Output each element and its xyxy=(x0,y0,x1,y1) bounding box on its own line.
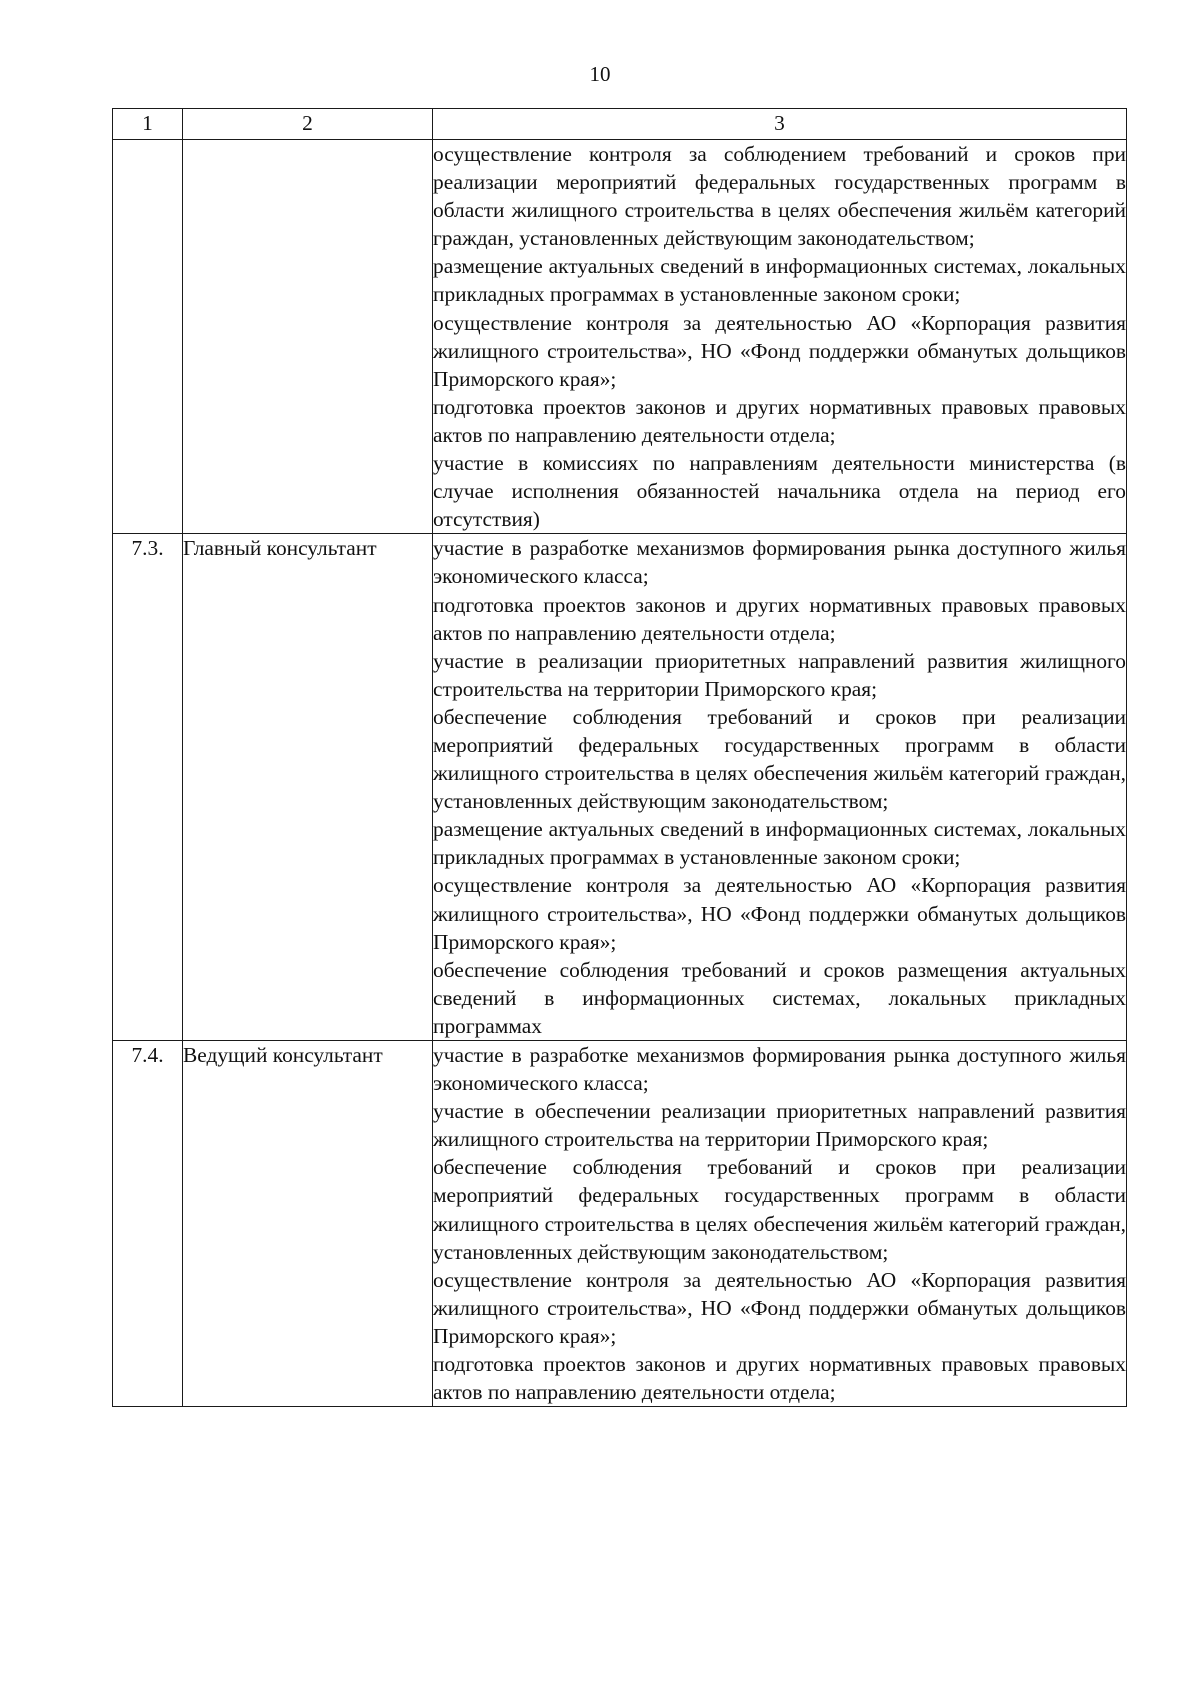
duty-item: осуществление контроля за деятельностью АО «Корпорация развития жилищного строительства», НО «Фонд поддержки обманутых дольщиков Приморского края»; xyxy=(433,873,1126,954)
duty-item: обеспечение соблюдения требований и сроков размещения актуальных сведений в информационных системах, локальных прикладных программах xyxy=(433,957,1126,1038)
position-title: Ведущий консультант xyxy=(183,1041,433,1407)
duty-item: участие в реализации приоритетных направлений развития жилищного строительства на территории Приморского края; xyxy=(433,648,1126,701)
duty-item: осуществление контроля за деятельностью АО «Корпорация развития жилищного строительства», НО «Фонд поддержки обманутых дольщиков Приморского края»; xyxy=(433,310,1126,391)
duty-item: участие в обеспечении реализации приоритетных направлений развития жилищного строительства на территории Приморского края; xyxy=(433,1099,1126,1152)
table-row xyxy=(113,534,1127,1041)
row-number: 7.4. xyxy=(113,1041,183,1407)
duty-item: обеспечение соблюдения требований и сроков при реализации мероприятий федеральных государственных программ в области жилищного строительства в целях обеспечения жильём категорий граждан, установленных действующим законодательством; xyxy=(433,1155,1126,1264)
duties-cell xyxy=(433,1041,1127,1407)
table-header-row xyxy=(113,109,1127,140)
column-header-1: 1 xyxy=(113,109,183,140)
duty-item: участие в разработке механизмов формирования рынка доступного жилья экономического класса; xyxy=(433,536,1126,589)
row-number: 7.3. xyxy=(113,534,183,1041)
row-number xyxy=(113,140,183,534)
column-header-3: 3 xyxy=(433,109,1127,140)
page-number: 10 xyxy=(589,62,611,86)
duties-cell xyxy=(433,140,1127,534)
duty-item: подготовка проектов законов и других нормативных правовых правовых актов по направлению деятельности отдела; xyxy=(433,1352,1126,1405)
duty-item: размещение актуальных сведений в информационных системах, локальных прикладных программах в установленные законом сроки; xyxy=(433,254,1126,307)
table-row xyxy=(113,140,1127,534)
table-row xyxy=(113,1041,1127,1407)
duty-item: осуществление контроля за деятельностью АО «Корпорация развития жилищного строительства», НО «Фонд поддержки обманутых дольщиков Приморского края»; xyxy=(433,1267,1126,1348)
duties-table xyxy=(112,108,1127,1407)
position-title: Главный консультант xyxy=(183,534,433,1041)
duty-item: размещение актуальных сведений в информационных системах, локальных прикладных программах в установленные законом сроки; xyxy=(433,817,1126,870)
column-header-2: 2 xyxy=(183,109,433,140)
duty-item: подготовка проектов законов и других нормативных правовых правовых актов по направлению деятельности отдела; xyxy=(433,394,1126,447)
duty-item: осуществление контроля за соблюдением требований и сроков при реализации мероприятий федеральных государственных программ в области жилищного строительства в целях обеспечения жильём категорий граждан, установленных действующим законодательством; xyxy=(433,142,1126,251)
duty-item: подготовка проектов законов и других нормативных правовых правовых актов по направлению деятельности отдела; xyxy=(433,592,1126,645)
duty-item: обеспечение соблюдения требований и сроков при реализации мероприятий федеральных государственных программ в области жилищного строительства в целях обеспечения жильём категорий граждан, установленных действующим законодательством; xyxy=(433,704,1126,814)
duty-item: участие в комиссиях по направлениям деятельности министерства (в случае исполнения обязанностей начальника отдела на период его отсутствия) xyxy=(433,451,1126,532)
duty-item: участие в разработке механизмов формирования рынка доступного жилья экономического класса; xyxy=(433,1043,1126,1096)
position-title xyxy=(183,140,433,534)
duties-cell xyxy=(433,534,1127,1041)
